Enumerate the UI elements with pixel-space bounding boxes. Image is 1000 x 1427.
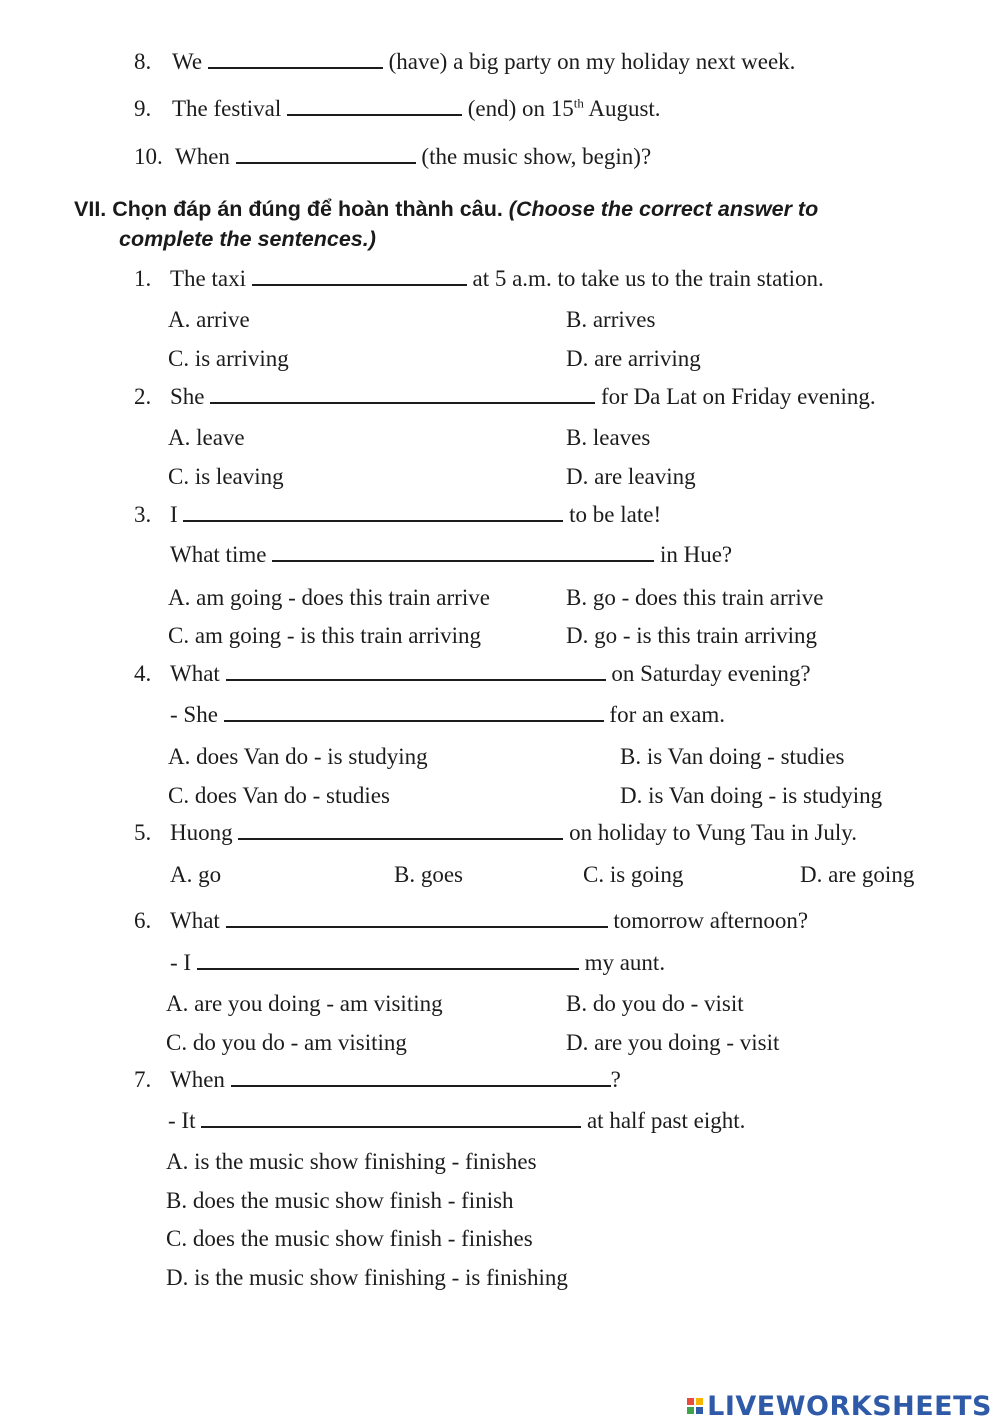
answer-blank[interactable] — [208, 49, 383, 69]
option-b[interactable]: B. does the music show finish - finish — [166, 1188, 514, 1213]
option-a[interactable]: A. does Van do - is studying — [168, 744, 428, 769]
answer-blank[interactable] — [231, 1067, 611, 1087]
option-d[interactable]: D. is Van doing - is studying — [620, 783, 883, 808]
question-text: What — [170, 908, 220, 933]
option-c[interactable]: C. does the music show finish - finishes — [166, 1226, 533, 1251]
brand-name: LIVEWORKSHEETS — [707, 1390, 992, 1422]
question-text: for an exam. — [609, 702, 726, 727]
question-text: What time — [170, 542, 267, 567]
option-a[interactable]: A. arrive — [168, 307, 250, 332]
answer-blank[interactable] — [287, 96, 462, 116]
option-d[interactable]: D. is the music show finishing - is finishing — [166, 1265, 568, 1290]
option-c[interactable]: C. am going - is this train arriving — [168, 623, 482, 648]
answer-blank[interactable] — [252, 266, 467, 286]
question-text: on holiday to Vung Tau in July. — [569, 820, 858, 845]
option-b[interactable]: B. is Van doing - studies — [620, 744, 845, 769]
liveworksheets-logo[interactable] — [687, 1391, 992, 1421]
question-text: - It — [168, 1108, 196, 1133]
answer-blank[interactable] — [226, 908, 608, 928]
answer-blank[interactable] — [197, 950, 579, 970]
answer-blank[interactable] — [236, 144, 416, 164]
option-a[interactable]: A. is the music show finishing - finishes — [166, 1149, 537, 1174]
question-text: in Hue? — [659, 542, 733, 567]
option-c[interactable]: C. does Van do - studies — [168, 783, 390, 808]
option-a[interactable]: A. go — [170, 862, 222, 887]
question-text: (end) on 15 — [467, 96, 574, 121]
option-d[interactable]: D. are arriving — [566, 346, 701, 371]
question-text: on Saturday evening? — [611, 661, 811, 686]
option-c[interactable]: C. do you do - am visiting — [166, 1030, 407, 1055]
option-a[interactable]: A. are you doing - am visiting — [166, 991, 443, 1016]
section-heading — [74, 194, 954, 254]
question-text: I — [170, 502, 178, 527]
ordinal-suffix: th — [573, 95, 584, 111]
option-d[interactable]: D. go - is this train arriving — [566, 623, 818, 648]
question-text: ? — [610, 1067, 621, 1092]
question-number: 7. — [134, 1067, 152, 1092]
option-a[interactable]: A. am going - does this train arrive — [168, 585, 490, 610]
answer-blank[interactable] — [238, 820, 563, 840]
question-text: Huong — [170, 820, 233, 845]
answer-blank[interactable] — [224, 702, 604, 722]
option-c[interactable]: C. is leaving — [168, 464, 284, 489]
option-b[interactable]: B. goes — [394, 862, 463, 887]
question-text: We — [172, 49, 203, 74]
option-b[interactable]: B. leaves — [566, 425, 651, 450]
question-text: The festival — [172, 96, 282, 121]
option-c[interactable]: C. is arriving — [168, 346, 289, 371]
option-c[interactable]: C. is going — [583, 862, 684, 887]
question-text: (have) a big party on my holiday next week. — [388, 49, 796, 74]
option-a[interactable]: A. leave — [168, 425, 245, 450]
question-text: When — [175, 144, 230, 169]
question-text: She — [170, 384, 205, 409]
question-text: The taxi — [170, 266, 246, 291]
answer-blank[interactable] — [272, 542, 654, 562]
option-d[interactable]: D. are going — [800, 862, 915, 887]
question-text: (the music show, begin)? — [421, 144, 652, 169]
question-text: - She — [170, 702, 218, 727]
question-number: 1. — [134, 266, 152, 291]
answer-blank[interactable] — [226, 661, 606, 681]
question-text: tomorrow afternoon? — [613, 908, 809, 933]
question-text: What — [170, 661, 220, 686]
heading-vietnamese: VII. Chọn đáp án đúng để hoàn thành câu. — [74, 197, 503, 221]
option-b[interactable]: B. arrives — [566, 307, 656, 332]
question-text: at 5 a.m. to take us to the train station. — [472, 266, 824, 291]
question-number: 4. — [134, 661, 152, 686]
heading-english: (Choose the correct answer to — [508, 197, 819, 221]
question-text: at half past eight. — [586, 1108, 746, 1133]
question-text: to be late! — [569, 502, 662, 527]
question-text: August. — [588, 96, 661, 121]
option-b[interactable]: B. go - does this train arrive — [566, 585, 824, 610]
question-number: 2. — [134, 384, 152, 409]
question-number: 3. — [134, 502, 152, 527]
question-number: 5. — [134, 820, 152, 845]
question-number: 10. — [134, 144, 163, 169]
question-text: When — [170, 1067, 225, 1092]
answer-blank[interactable] — [201, 1108, 581, 1128]
question-text: my aunt. — [584, 950, 666, 975]
question-text: - I — [170, 950, 192, 975]
question-number: 9. — [134, 96, 152, 121]
option-b[interactable]: B. do you do - visit — [566, 991, 744, 1016]
answer-blank[interactable] — [183, 502, 563, 522]
question-number: 6. — [134, 908, 152, 933]
answer-blank[interactable] — [210, 384, 595, 404]
liveworksheets-icon — [687, 1398, 703, 1414]
heading-english-cont: complete the sentences.) — [119, 227, 376, 251]
option-d[interactable]: D. are leaving — [566, 464, 696, 489]
question-text: for Da Lat on Friday evening. — [601, 384, 876, 409]
question-number: 8. — [134, 49, 152, 74]
option-d[interactable]: D. are you doing - visit — [566, 1030, 780, 1055]
